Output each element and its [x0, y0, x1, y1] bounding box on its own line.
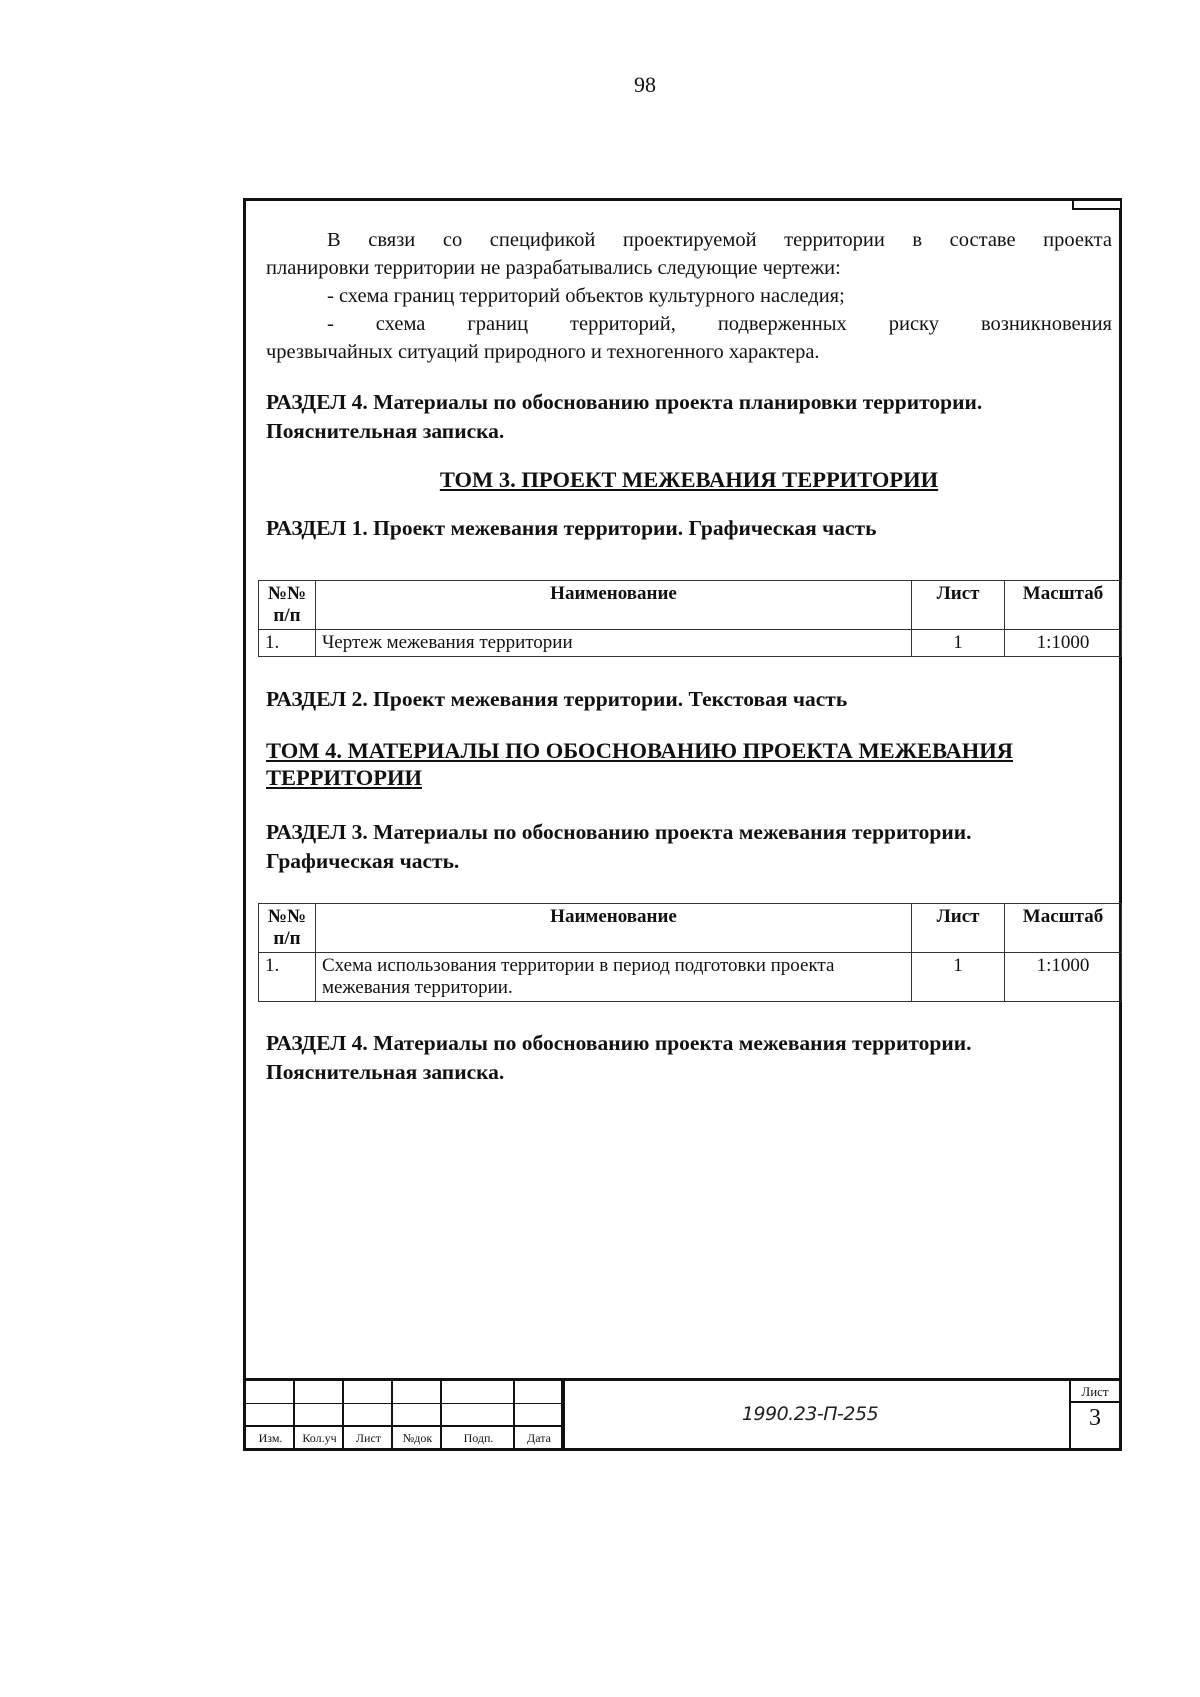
tom-heading: ТОМ 3. ПРОЕКТ МЕЖЕВАНИЯ ТЕРРИТОРИИ — [439, 467, 939, 492]
section-heading: Пояснительная записка. — [266, 419, 505, 443]
sheet-box — [1069, 1381, 1119, 1448]
col-sheet-header: Лист — [912, 581, 1005, 630]
tom-heading: ТОМ 4. МАТЕРИАЛЫ ПО ОБОСНОВАНИЮ ПРОЕКТА МЕЖЕВАНИЯ — [266, 738, 1014, 763]
col-scale-header: Масштаб — [1005, 904, 1122, 953]
frame-corner-tab — [1072, 198, 1122, 210]
row-name-line: межевания территории. — [321, 977, 513, 998]
intro-line: планировки территории не разрабатывались следующие чертежи: — [266, 257, 841, 279]
intro-item: - схема границ территорий, подверженных риску возникновения — [327, 313, 1112, 335]
col-name-header: Наименование — [315, 904, 911, 953]
document-body — [266, 226, 1112, 543]
materials-table — [258, 903, 1122, 1002]
intro-line: В связи со спецификой проектируемой территории в составе проекта — [327, 229, 1112, 251]
row-number: 1. — [259, 953, 316, 1002]
intro-item: - схема границ территорий объектов культурного наследия; — [327, 285, 845, 307]
title-block-label: №док — [402, 1431, 433, 1445]
table-row — [259, 953, 1122, 1002]
row-sheet: 1 — [912, 953, 1005, 1002]
document-body-end — [266, 1029, 1112, 1087]
title-block-label: Подп. — [463, 1431, 494, 1445]
table-header-row — [259, 581, 1122, 630]
col-number-header: №№ п/п — [259, 581, 316, 630]
title-block-label: Дата — [527, 1431, 551, 1445]
document-code: 1990.23-П-255 — [563, 1381, 1055, 1448]
row-sheet: 1 — [912, 630, 1005, 657]
revision-grid — [246, 1381, 563, 1448]
section-heading: РАЗДЕЛ 4. Материалы по обоснованию проекта межевания территории. — [266, 1031, 972, 1055]
col-number-header: №№ п/п — [259, 904, 316, 953]
row-name — [315, 953, 911, 1002]
intro-paragraph — [266, 226, 1112, 366]
section-heading: РАЗДЕЛ 1. Проект межевания территории. Графическая часть — [266, 516, 877, 540]
section-heading: Графическая часть. — [266, 849, 460, 873]
col-sheet-header: Лист — [912, 904, 1005, 953]
table-row — [259, 630, 1122, 657]
row-scale: 1:1000 — [1005, 630, 1122, 657]
document-body-continued — [266, 685, 1112, 876]
title-block-label: Кол.уч — [302, 1431, 337, 1445]
title-block — [243, 1378, 1122, 1451]
title-block-label: Лист — [355, 1431, 382, 1445]
row-scale: 1:1000 — [1005, 953, 1122, 1002]
row-name-line: Схема использования территории в период подготовки проекта — [321, 955, 835, 976]
table-header-row — [259, 904, 1122, 953]
row-number: 1. — [259, 630, 316, 657]
col-name-header: Наименование — [315, 581, 911, 630]
sheet-label: Лист — [1071, 1381, 1119, 1403]
col-scale-header: Масштаб — [1005, 581, 1122, 630]
section-heading: РАЗДЕЛ 3. Материалы по обоснованию проекта межевания территории. — [266, 820, 972, 844]
tom-heading: ТЕРРИТОРИИ — [266, 765, 422, 790]
section-heading: РАЗДЕЛ 2. Проект межевания территории. Текстовая часть — [266, 687, 848, 711]
intro-item-continuation: чрезвычайных ситуаций природного и техногенного характера. — [266, 341, 820, 363]
drawings-table — [258, 580, 1122, 657]
title-block-label: Изм. — [258, 1431, 283, 1445]
sheet-number: 3 — [1089, 1405, 1101, 1431]
page-number: 98 — [634, 72, 656, 97]
section-heading: Пояснительная записка. — [266, 1060, 505, 1084]
row-name: Чертеж межевания территории — [315, 630, 911, 657]
section-heading: РАЗДЕЛ 4. Материалы по обоснованию проекта планировки территории. — [266, 390, 983, 414]
